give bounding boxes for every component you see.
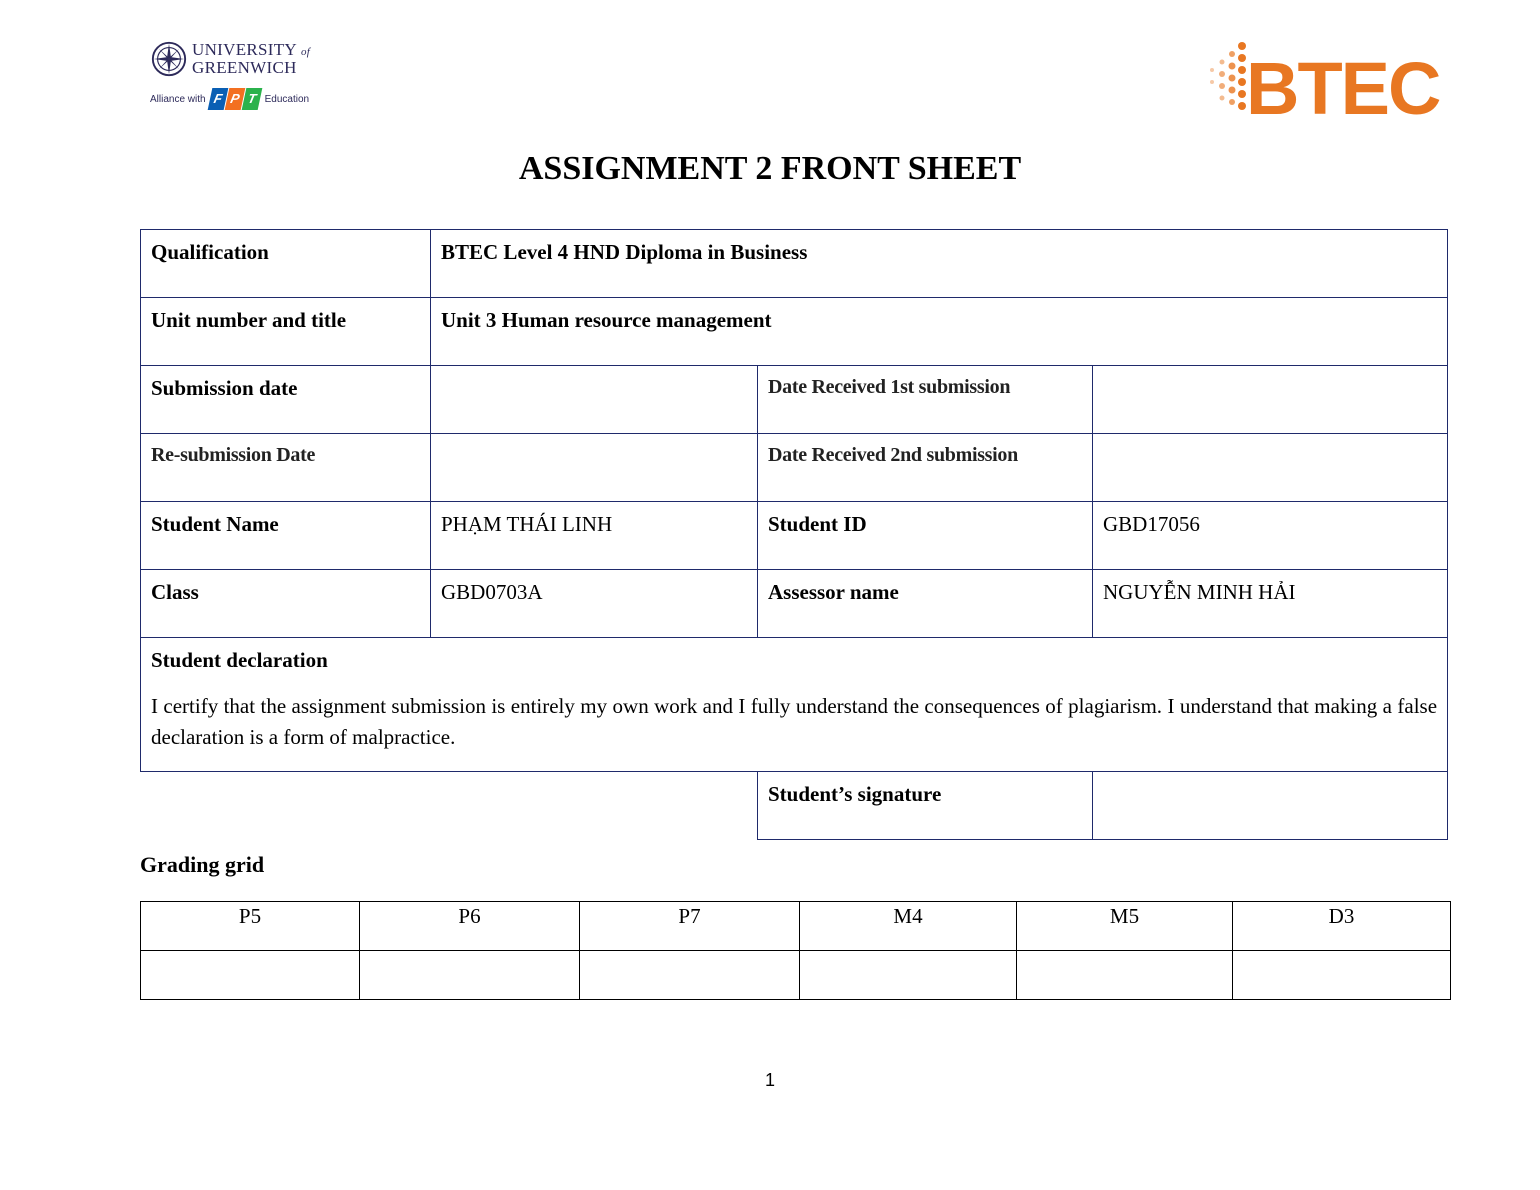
grade-p6 bbox=[360, 951, 580, 1000]
uog-of: of bbox=[300, 46, 311, 58]
uog-line2: GREENWICH bbox=[192, 58, 297, 77]
qualification-label: Qualification bbox=[141, 230, 431, 298]
declaration-text: I certify that the assignment submission is entirely my own work and I fully understand the consequences of plagiarism. I understand that making a false declaration is a form of malpractice. bbox=[151, 694, 1438, 749]
student-name-label: Student Name bbox=[141, 502, 431, 570]
compass-seal-icon bbox=[150, 40, 188, 78]
criterion-p6: P6 bbox=[360, 902, 580, 951]
grade-p7 bbox=[580, 951, 800, 1000]
uog-line1: UNIVERSITY bbox=[192, 40, 297, 59]
criterion-m4: M4 bbox=[800, 902, 1017, 951]
grade-p5 bbox=[141, 951, 360, 1000]
class-label: Class bbox=[141, 570, 431, 638]
fpt-letter-t: T bbox=[241, 88, 262, 110]
submission-row bbox=[141, 366, 1448, 434]
student-id-value: GBD17056 bbox=[1093, 502, 1448, 570]
assessor-value: NGUYỄN MINH HẢI bbox=[1093, 570, 1448, 638]
submission-date-value bbox=[431, 366, 758, 434]
qualification-value: BTEC Level 4 HND Diploma in Business bbox=[431, 230, 1448, 298]
grading-values-row bbox=[141, 951, 1451, 1000]
resubmission-label: Re-submission Date bbox=[141, 434, 431, 502]
grade-m4 bbox=[800, 951, 1017, 1000]
fpt-logo bbox=[210, 88, 261, 110]
grade-d3 bbox=[1233, 951, 1451, 1000]
criterion-m5: M5 bbox=[1017, 902, 1233, 951]
date-received-2-value bbox=[1093, 434, 1448, 502]
grading-criteria-row bbox=[141, 902, 1451, 951]
uog-wordmark bbox=[192, 42, 310, 76]
btec-wordmark: BTEC bbox=[1246, 47, 1440, 120]
signature-label: Student’s signature bbox=[758, 772, 1093, 840]
unit-label: Unit number and title bbox=[141, 298, 431, 366]
date-received-2-label: Date Received 2nd submission bbox=[758, 434, 1093, 502]
btec-dots-icon bbox=[1210, 42, 1246, 110]
date-received-1-value bbox=[1093, 366, 1448, 434]
fpt-letter-f: F bbox=[207, 88, 228, 110]
alliance-text: Alliance with bbox=[150, 93, 206, 105]
resubmission-row bbox=[141, 434, 1448, 502]
declaration-cell bbox=[141, 638, 1448, 772]
page-number: 1 bbox=[764, 1070, 775, 1090]
student-row bbox=[141, 502, 1448, 570]
criterion-p7: P7 bbox=[580, 902, 800, 951]
signature-spacer bbox=[141, 772, 758, 840]
declaration-row bbox=[141, 638, 1448, 772]
fpt-letter-p: P bbox=[224, 88, 245, 110]
unit-row bbox=[141, 298, 1448, 366]
front-sheet-table bbox=[140, 229, 1448, 840]
signature-row bbox=[141, 772, 1448, 840]
submission-date-label: Submission date bbox=[141, 366, 431, 434]
page-title: ASSIGNMENT 2 FRONT SHEET bbox=[518, 150, 1022, 187]
grading-grid-table bbox=[140, 901, 1451, 1000]
signature-value bbox=[1093, 772, 1448, 840]
btec-logo bbox=[1202, 40, 1442, 120]
grade-m5 bbox=[1017, 951, 1233, 1000]
unit-value: Unit 3 Human resource management bbox=[431, 298, 1448, 366]
fpt-alliance bbox=[150, 88, 320, 110]
class-row bbox=[141, 570, 1448, 638]
student-id-label: Student ID bbox=[758, 502, 1093, 570]
criterion-p5: P5 bbox=[141, 902, 360, 951]
qualification-row bbox=[141, 230, 1448, 298]
declaration-heading: Student declaration bbox=[151, 648, 328, 672]
assessor-label: Assessor name bbox=[758, 570, 1093, 638]
student-name-value: PHẠM THÁI LINH bbox=[431, 502, 758, 570]
grading-grid-label: Grading grid bbox=[140, 852, 265, 877]
resubmission-value bbox=[431, 434, 758, 502]
date-received-1-label: Date Received 1st submission bbox=[758, 366, 1093, 434]
education-text: Education bbox=[264, 93, 310, 105]
class-value: GBD0703A bbox=[431, 570, 758, 638]
criterion-d3: D3 bbox=[1233, 902, 1451, 951]
university-of-greenwich-logo bbox=[150, 40, 320, 130]
